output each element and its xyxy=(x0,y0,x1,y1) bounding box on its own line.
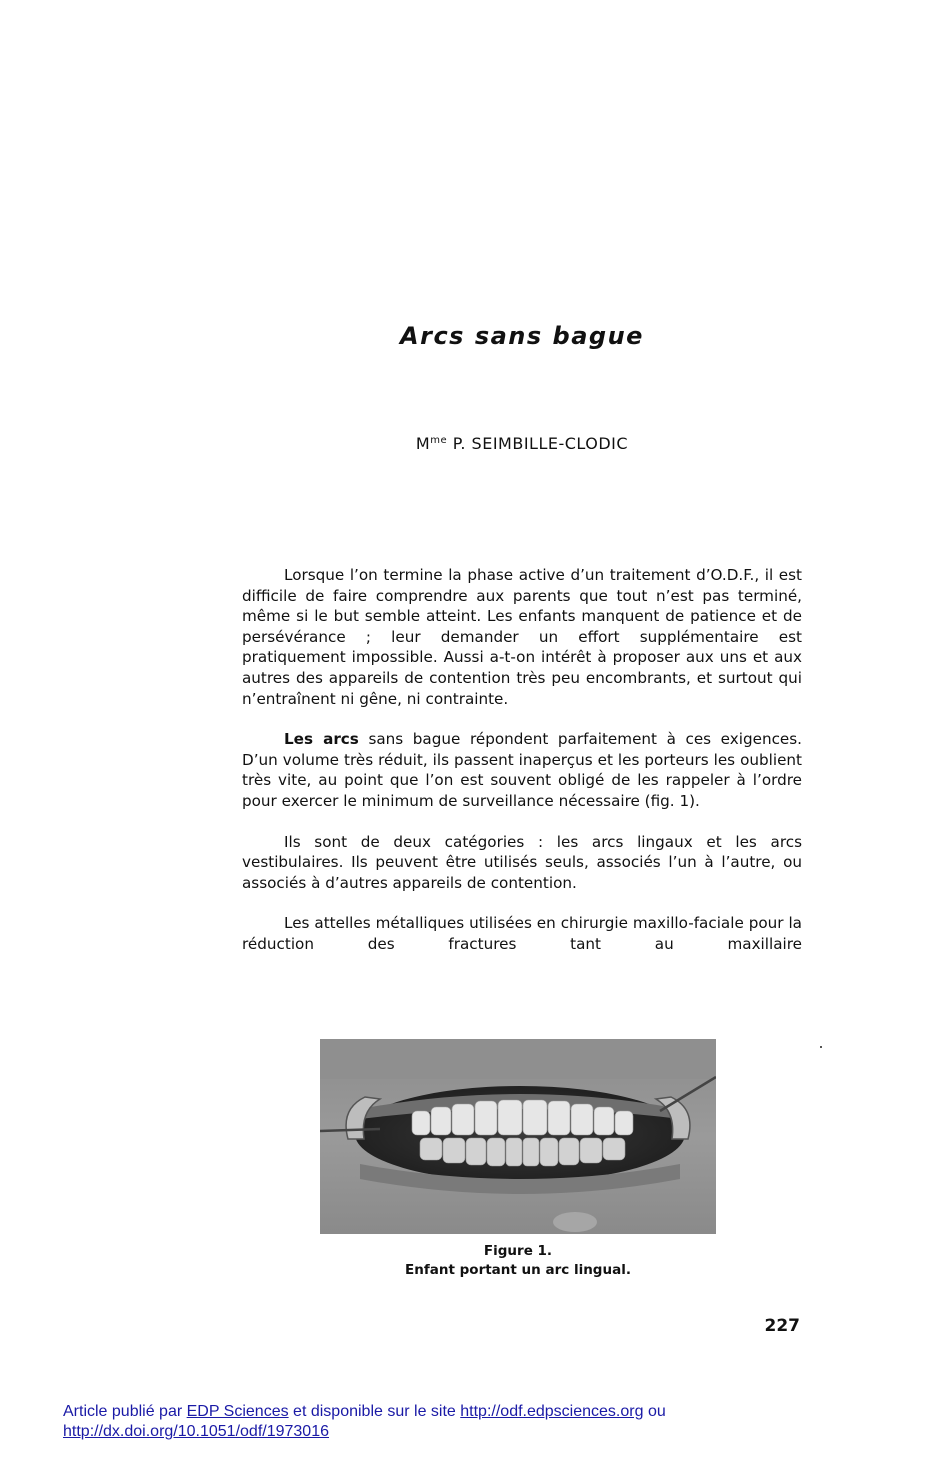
figure-1-photo xyxy=(320,1039,716,1234)
journal-site-link[interactable]: http://odf.edpsciences.org xyxy=(460,1403,644,1420)
article-body xyxy=(242,565,802,955)
footer-text-2: et disponible sur le site xyxy=(288,1403,461,1420)
paragraph-2 xyxy=(242,729,802,811)
paragraph-1: Lorsque l’on termine la phase active d’un traitement d’O.D.F., il est difficile de faire comprendre aux parents que tout n’est pas terminé, même si le but semble atteint. Les enfants manquent de patience et de persévérance ; leur demander un effort supplémentaire est pratiquement impossible. Aussi a-t-on intérêt à proposer aux uns et aux autres des appareils de contention très peu encombrants, et surtout qui n’entraînent ni gêne, ni contrainte. xyxy=(242,566,802,708)
paragraph-2-lead: Les arcs xyxy=(284,730,359,749)
paragraph-3: Ils sont de deux catégories : les arcs lingaux et les arcs vestibulaires. Ils peuvent être utilisés seuls, associés l’un à l’autre, ou associés à d’autres appareils de contention. xyxy=(242,832,802,892)
paragraph-2-text: sans bague répondent parfaitement à ces exigences. D’un volume très réduit, ils passent inaperçus et les porteurs les oublient très vite, au point que l’on est souvent obligé de les rappeler à l’ordre pour exercer le minimum de surveillance nécessaire (fig. 1). xyxy=(242,730,803,810)
author-prefix: M xyxy=(415,434,431,453)
scan-speck xyxy=(820,1046,822,1048)
figure-caption xyxy=(320,1242,716,1280)
author-prefix-sup: me xyxy=(430,435,448,446)
dental-photo-image xyxy=(320,1039,716,1234)
footer-text-1: Article publié par xyxy=(63,1403,187,1420)
publisher-footer xyxy=(63,1402,843,1442)
paragraph-4: Les attelles métalliques utilisées en chirurgie maxillo-faciale pour la réduction des fractures tant au maxillaire xyxy=(242,914,802,953)
footer-line-1 xyxy=(63,1402,843,1422)
page-number: 227 xyxy=(764,1316,800,1336)
doi-link[interactable]: http://dx.doi.org/10.1051/odf/1973016 xyxy=(63,1423,329,1440)
edp-sciences-link[interactable]: EDP Sciences xyxy=(186,1403,289,1420)
author-name: P. SEIMBILLE-CLODIC xyxy=(447,434,629,453)
footer-text-3: ou xyxy=(643,1403,666,1420)
footer-line-2 xyxy=(63,1422,843,1442)
author-line xyxy=(242,434,802,453)
figure-label: Figure 1. xyxy=(483,1243,553,1259)
figure-caption-text: Enfant portant un arc lingual. xyxy=(405,1262,631,1278)
article-title: Arcs sans bague xyxy=(400,322,644,350)
